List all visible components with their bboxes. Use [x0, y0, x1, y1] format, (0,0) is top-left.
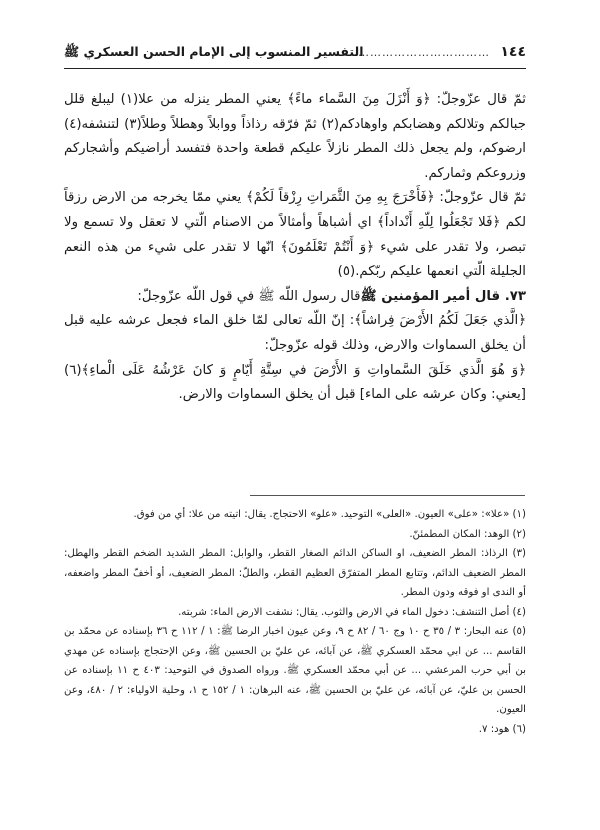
footnote-rule	[250, 495, 525, 496]
footnote: (٦) هود: ٧.	[478, 723, 526, 735]
header-dots: ……………………………	[358, 46, 490, 59]
page-number: ١٤٤	[500, 44, 526, 60]
footnote: (١) «علا»: «على» العيون. «العلى» التوحيد. «علو» الاحتجاج. يقال: اتيته من علا: أي من فوق.	[133, 509, 526, 520]
page-header	[64, 44, 526, 66]
section-title: ٧٣. قال أمير المؤمنين ﷺ	[360, 288, 526, 304]
footnote: (٤) أصل التنشف: دخول الماء في الارض والثوب. يقال: نشفت الارض الماء: شربته.	[178, 606, 526, 618]
main-text	[64, 88, 526, 408]
section-line	[64, 285, 526, 310]
header-rule	[64, 68, 526, 69]
footnotes	[64, 505, 526, 739]
paragraph: ثمّ قال عزّوجلّ: ﴿فَأَخْرَجَ بِهِ مِنَ الثَّمَراتِ رِزْقاً لَكُمْ﴾ يعني ممّا يخرجه من الارض رزقاً لكم ﴿فَلا تَجْعَلُوا لِلّهِ أَنْداداً﴾ اي أشباهاً وأمثالاً من الاصنام الّتي لا تعقل ولا تسمع ولا تبصر، ولا تقدر على شيء ﴿وَ أَنْتُمْ تَعْلَمُونَ﴾ انّها لا تقدر على شيء من هذه النعم الجليلة الّتي انعمها عليكم ربّكم.(٥)	[64, 190, 526, 280]
running-title: التفسير المنسوب إلى الإمام الحسن العسكري ﷺ	[64, 44, 364, 59]
paragraph: ﴿الَّذي جَعَلَ لَكُمُ الأَرْضَ فِراشاً﴾: إنّ اللّه تعالى لمّا خلق الماء فجعل عرشه عليه قبل أن يخلق السماوات والارض، وذلك قوله عزّوجلّ:	[64, 313, 526, 353]
footnote: (٥) عنه البحار: ٣ / ٣٥ ح ١٠ وج ٦٠ / ٨٢ ح ٩، وعن عيون اخبار الرضا ﷺ: ١ / ١١٢ ح ٣٦ بإسناده عن محمّد بن القاسم ... عن ابي محمّد العسكري ﷺ، عن آبائه، عن عليّ بن الحسين ﷺ، وعن الإحتجاج بإسناده عن مهدي بن أبي حرب المرعشي ... عن أبي محمّد العسكري ﷺ. ورواه الصدوق في التوحيد: ٤٠٣ ح ١١ بإسناده عن الحسن بن عليّ، عن آبائه، عن عليّ بن الحسين ﷺ، عنه البرهان: ١ / ١٥٢ ح ١، وحلية الاولياء: ٢ / ٤٨٠، وعن العيون.	[64, 626, 526, 715]
footnote: (٣) الرذاذ: المطر الضعيف، او الساكن الدائم الصغار القطر، والوابل: المطر الشديد الضخم القطر والهطل: المطر الضعيف الدائم، وتتابع المطر المتفرّق العظيم القطر، والطلّ: المطر الضعيف، أو أخفّ المطر واضعفه، أو الندى او فوقه ودون المطر.	[64, 548, 526, 598]
section-intro: قال رسول اللّه ﷺ في قول اللّه عزّوجلّ:	[137, 288, 361, 304]
footnote: (٢) الوهد: المكان المطمئنّ.	[409, 528, 526, 540]
paragraph: ﴿وَ هُوَ الَّذي خَلَقَ السَّماواتِ وَ الأَرْضَ في سِتَّةِ أَيّامٍ وَ كانَ عَرْشُهُ عَلَى الْماءِ﴾(٦) [يعني: وكان عرشه على الماء] قبل أن يخلق السماوات والارض.	[64, 362, 526, 403]
paragraph: ثمّ قال عزّوجلّ: ﴿وَ أَنْزَلَ مِنَ السَّماء ماءً﴾ يعني المطر ينزله من علا(١) ليبلغ قلل جبالكم وتلالكم وهضابكم واوهادكم(٢) ثمّ فرّقه رذاذاً ووابلاً وهطلاً وطلاً(٣) لتنشفه(٤) ارضوكم، ولم يجعل ذلك المطر نازلاً عليكم قطعة واحدة فتفسد أراضيكم وأشجاركم وزروعكم وثماركم.	[64, 92, 526, 181]
